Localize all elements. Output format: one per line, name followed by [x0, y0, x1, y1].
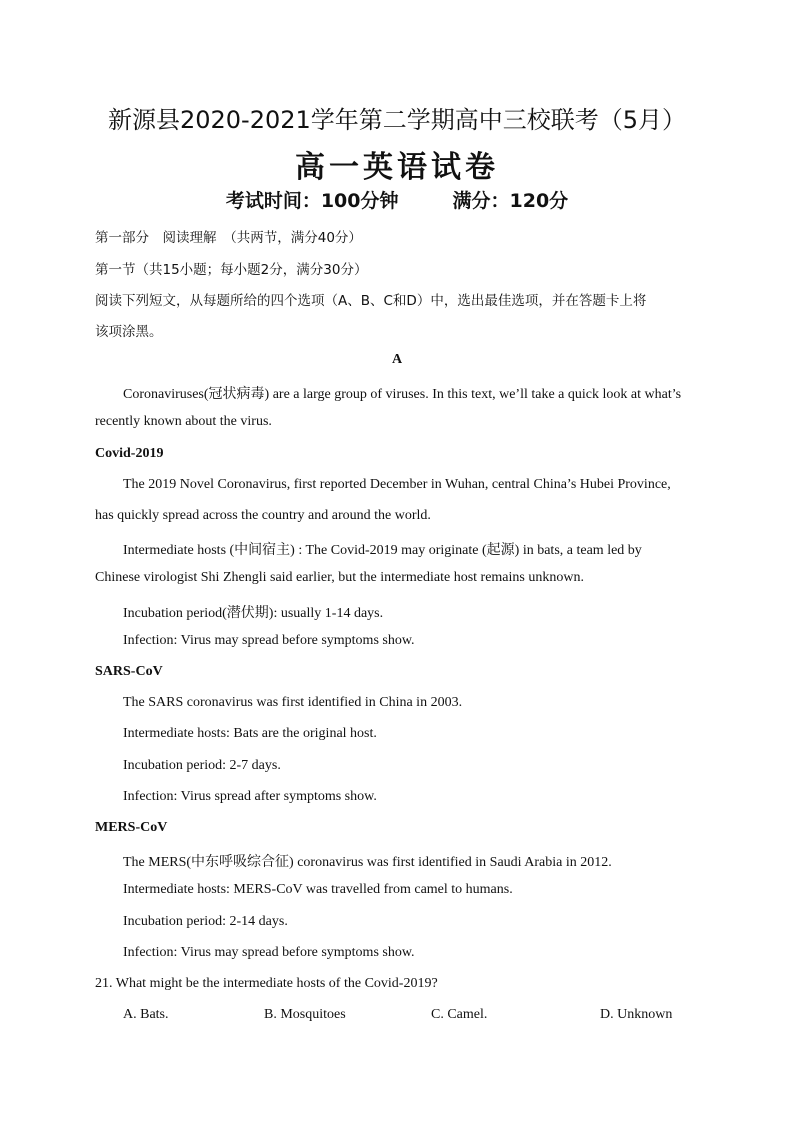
option-c: C. Camel. [431, 1007, 488, 1022]
mers-incubation: Incubation period: 2-14 days. [123, 914, 288, 929]
mers-infection: Infection: Virus may spread before symptoms show. [123, 945, 415, 960]
full-score: 满分：120分 [452, 190, 569, 212]
section-heading: 第一节（共15小题；每小题2分，满分30分） [95, 262, 368, 278]
exam-info [0, 186, 794, 213]
option-b: B. Mosquitoes [264, 1007, 346, 1022]
passage-label: A [391, 352, 403, 367]
mers-heading: MERS-CoV [95, 820, 168, 835]
covid-infection: Infection: Virus may spread before symptoms show. [123, 633, 415, 648]
intro-line-2: recently known about the virus. [95, 414, 272, 429]
mers-desc: The MERS(中东呼吸综合征) coronavirus was first identified in Saudi Arabia in 2012. [123, 855, 612, 870]
covid-desc-line-1: The 2019 Novel Coronavirus, first reported December in Wuhan, central China’s Hubei Province, [123, 477, 671, 492]
sars-incubation: Incubation period: 2-7 days. [123, 758, 281, 773]
question-stem: 21. What might be the intermediate hosts of the Covid-2019? [95, 976, 438, 991]
exam-time: 考试时间：100分钟 [225, 190, 399, 212]
intro-line-1: Coronaviruses(冠状病毒) are a large group of viruses. In this text, we’ll take a quick look at what’s [123, 387, 682, 402]
directions-line-1: 阅读下列短文，从每题所给的四个选项（A、B、C和D）中，选出最佳选项，并在答题卡上将 [95, 293, 647, 309]
directions-line-2: 该项涂黑。 [95, 324, 163, 340]
sars-desc: The SARS coronavirus was first identified in China in 2003. [123, 695, 463, 710]
sars-hosts: Intermediate hosts: Bats are the original host. [123, 726, 377, 741]
exam-title: 新源县2020-2021学年第二学期高中三校联考（5月） [107, 106, 687, 134]
mers-hosts: Intermediate hosts: MERS-CoV was travelled from camel to humans. [123, 882, 513, 897]
covid-incubation: Incubation period(潜伏期): usually 1-14 days. [123, 606, 384, 621]
part-heading: 第一部分 阅读理解 （共两节，满分40分） [95, 230, 362, 246]
sars-heading: SARS-CoV [95, 664, 163, 679]
exam-subtitle: 高一英语试卷 [295, 150, 499, 185]
sars-infection: Infection: Virus spread after symptoms show. [123, 789, 377, 804]
covid-hosts-line-2: Chinese virologist Shi Zhengli said earlier, but the intermediate host remains unknown. [95, 570, 584, 585]
option-a: A. Bats. [123, 1007, 169, 1022]
covid-heading: Covid-2019 [95, 446, 164, 461]
option-d: D. Unknown [600, 1007, 673, 1022]
covid-hosts-line-1: Intermediate hosts (中间宿主) : The Covid-2019 may originate (起源) in bats, a team led by [123, 543, 642, 558]
covid-desc-line-2: has quickly spread across the country and around the world. [95, 508, 431, 523]
